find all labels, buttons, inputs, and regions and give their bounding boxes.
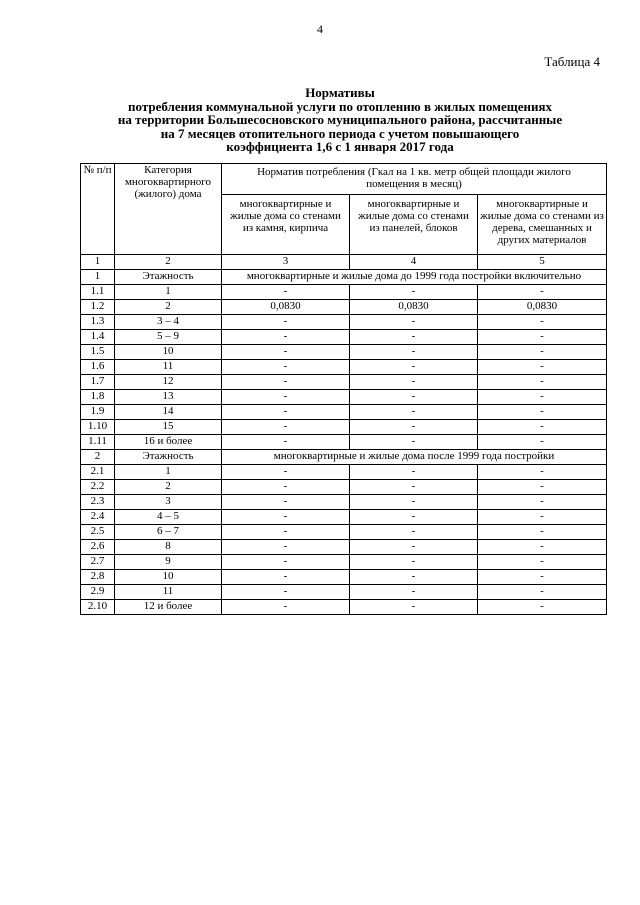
row-value-col3: - bbox=[222, 510, 350, 525]
section-num: 1 bbox=[81, 270, 115, 285]
row-value-col5: - bbox=[478, 495, 607, 510]
header-col5: многоквартирные и жилые дома со стенами из дерева, смешанных и других материалов bbox=[478, 195, 607, 255]
row-num: 2.10 bbox=[81, 600, 115, 615]
table-row bbox=[81, 525, 607, 540]
table-row bbox=[81, 300, 607, 315]
table-row bbox=[81, 345, 607, 360]
section-title: многоквартирные и жилые дома до 1999 года постройки включительно bbox=[222, 270, 607, 285]
row-num: 1.10 bbox=[81, 420, 115, 435]
table-row bbox=[81, 405, 607, 420]
table-row bbox=[81, 330, 607, 345]
row-value-col3: - bbox=[222, 375, 350, 390]
row-value-col5: - bbox=[478, 570, 607, 585]
row-category: 15 bbox=[115, 420, 222, 435]
table-row bbox=[81, 480, 607, 495]
row-value-col5: - bbox=[478, 435, 607, 450]
row-value-col3: - bbox=[222, 330, 350, 345]
row-num: 2.8 bbox=[81, 570, 115, 585]
row-category: 9 bbox=[115, 555, 222, 570]
row-num: 2.5 bbox=[81, 525, 115, 540]
row-num: 1.6 bbox=[81, 360, 115, 375]
row-value-col3: 0,0830 bbox=[222, 300, 350, 315]
row-category: 14 bbox=[115, 405, 222, 420]
table-row bbox=[81, 570, 607, 585]
table-row bbox=[81, 285, 607, 300]
row-num: 1.9 bbox=[81, 405, 115, 420]
row-num: 1.5 bbox=[81, 345, 115, 360]
row-category: 2 bbox=[115, 480, 222, 495]
title-line-3: на территории Большесосновского муниципального района, рассчитанные bbox=[117, 112, 563, 127]
section-category: Этажность bbox=[115, 450, 222, 465]
row-value-col3: - bbox=[222, 525, 350, 540]
section-row bbox=[81, 270, 607, 285]
row-value-col3: - bbox=[222, 315, 350, 330]
col-number: 4 bbox=[350, 255, 478, 270]
row-num: 1.4 bbox=[81, 330, 115, 345]
col-number: 2 bbox=[115, 255, 222, 270]
row-value-col5: - bbox=[478, 405, 607, 420]
row-category: 3 bbox=[115, 495, 222, 510]
row-num: 2.3 bbox=[81, 495, 115, 510]
row-num: 2.1 bbox=[81, 465, 115, 480]
row-num: 2.4 bbox=[81, 510, 115, 525]
row-category: 16 и более bbox=[115, 435, 222, 450]
header-category: Категория многоквартирного (жилого) дома bbox=[115, 164, 222, 255]
row-value-col3: - bbox=[222, 360, 350, 375]
row-value-col3: - bbox=[222, 480, 350, 495]
section-category: Этажность bbox=[115, 270, 222, 285]
row-value-col4: - bbox=[350, 480, 478, 495]
row-value-col5: - bbox=[478, 480, 607, 495]
row-value-col5: - bbox=[478, 525, 607, 540]
row-value-col4: - bbox=[350, 495, 478, 510]
row-value-col4: - bbox=[350, 375, 478, 390]
row-category: 10 bbox=[115, 570, 222, 585]
row-value-col5: - bbox=[478, 555, 607, 570]
title-line-2: потребления коммунальной услуги по отоплению в жилых помещениях bbox=[128, 98, 552, 114]
row-value-col3: - bbox=[222, 600, 350, 615]
row-value-col4: - bbox=[350, 570, 478, 585]
header-col3: многоквартирные и жилые дома со стенами из камня, кирпича bbox=[222, 195, 350, 255]
row-value-col5: - bbox=[478, 360, 607, 375]
row-value-col3: - bbox=[222, 585, 350, 600]
table-row bbox=[81, 360, 607, 375]
norms-table bbox=[80, 163, 607, 615]
row-category: 4 – 5 bbox=[115, 510, 222, 525]
row-num: 1.8 bbox=[81, 390, 115, 405]
row-category: 12 и более bbox=[115, 600, 222, 615]
col-number: 1 bbox=[81, 255, 115, 270]
row-num: 2.2 bbox=[81, 480, 115, 495]
row-value-col4: - bbox=[350, 585, 478, 600]
row-value-col5: - bbox=[478, 510, 607, 525]
row-value-col5: - bbox=[478, 345, 607, 360]
table-row bbox=[81, 420, 607, 435]
section-title: многоквартирные и жилые дома после 1999 года постройки bbox=[222, 450, 607, 465]
title-line-4: на 7 месяцев отопительного периода с учетом повышающего bbox=[160, 125, 520, 141]
row-value-col3: - bbox=[222, 345, 350, 360]
table-row bbox=[81, 585, 607, 600]
row-category: 13 bbox=[115, 390, 222, 405]
row-value-col5: - bbox=[478, 585, 607, 600]
row-category: 2 bbox=[115, 300, 222, 315]
header-norm: Норматив потребления (Гкал на 1 кв. метр общей площади жилого помещения в месяц) bbox=[222, 164, 607, 195]
row-num: 1.11 bbox=[81, 435, 115, 450]
row-value-col5: - bbox=[478, 390, 607, 405]
row-value-col4: - bbox=[350, 360, 478, 375]
row-value-col4: - bbox=[350, 510, 478, 525]
row-num: 1.2 bbox=[81, 300, 115, 315]
row-category: 1 bbox=[115, 465, 222, 480]
row-value-col3: - bbox=[222, 405, 350, 420]
row-value-col5: - bbox=[478, 465, 607, 480]
row-value-col5: - bbox=[478, 285, 607, 300]
row-value-col4: - bbox=[350, 420, 478, 435]
section-row bbox=[81, 450, 607, 465]
table-row bbox=[81, 315, 607, 330]
row-value-col3: - bbox=[222, 495, 350, 510]
row-value-col4: - bbox=[350, 330, 478, 345]
row-value-col4: - bbox=[350, 405, 478, 420]
table-label: Таблица 4 bbox=[544, 54, 600, 69]
row-value-col3: - bbox=[222, 285, 350, 300]
row-value-col3: - bbox=[222, 555, 350, 570]
table-row bbox=[81, 555, 607, 570]
section-num: 2 bbox=[81, 450, 115, 465]
row-value-col5: - bbox=[478, 420, 607, 435]
row-value-col5: - bbox=[478, 315, 607, 330]
row-value-col4: - bbox=[350, 345, 478, 360]
table-row bbox=[81, 540, 607, 555]
title-line-1: Нормативы bbox=[305, 85, 375, 100]
row-num: 2.6 bbox=[81, 540, 115, 555]
row-value-col4: - bbox=[350, 390, 478, 405]
header-col4: многоквартирные и жилые дома со стенами из панелей, блоков bbox=[350, 195, 478, 255]
row-value-col4: - bbox=[350, 465, 478, 480]
row-category: 6 – 7 bbox=[115, 525, 222, 540]
row-value-col3: - bbox=[222, 570, 350, 585]
row-num: 1.7 bbox=[81, 375, 115, 390]
row-category: 8 bbox=[115, 540, 222, 555]
table-row bbox=[81, 465, 607, 480]
row-category: 1 bbox=[115, 285, 222, 300]
header-num: № п/п bbox=[81, 164, 115, 255]
row-value-col5: - bbox=[478, 330, 607, 345]
column-numbers-row bbox=[81, 255, 607, 270]
row-category: 12 bbox=[115, 375, 222, 390]
row-value-col4: - bbox=[350, 285, 478, 300]
row-value-col3: - bbox=[222, 465, 350, 480]
row-value-col4: - bbox=[350, 600, 478, 615]
row-num: 1.1 bbox=[81, 285, 115, 300]
page-number: 4 bbox=[317, 22, 323, 36]
row-value-col5: 0,0830 bbox=[478, 300, 607, 315]
row-num: 1.3 bbox=[81, 315, 115, 330]
row-value-col4: - bbox=[350, 525, 478, 540]
title-line-5: коэффициента 1,6 с 1 января 2017 года bbox=[226, 139, 454, 154]
row-num: 2.7 bbox=[81, 555, 115, 570]
row-num: 2.9 bbox=[81, 585, 115, 600]
row-value-col3: - bbox=[222, 390, 350, 405]
row-value-col5: - bbox=[478, 540, 607, 555]
row-category: 11 bbox=[115, 360, 222, 375]
table-row bbox=[81, 495, 607, 510]
row-value-col4: - bbox=[350, 540, 478, 555]
row-value-col4: 0,0830 bbox=[350, 300, 478, 315]
table-row bbox=[81, 510, 607, 525]
row-category: 11 bbox=[115, 585, 222, 600]
table-row bbox=[81, 435, 607, 450]
row-value-col3: - bbox=[222, 420, 350, 435]
table-row bbox=[81, 375, 607, 390]
row-category: 10 bbox=[115, 345, 222, 360]
col-number: 5 bbox=[478, 255, 607, 270]
row-value-col3: - bbox=[222, 435, 350, 450]
table-row bbox=[81, 390, 607, 405]
row-value-col5: - bbox=[478, 600, 607, 615]
row-value-col4: - bbox=[350, 435, 478, 450]
document-title bbox=[70, 86, 610, 154]
row-value-col4: - bbox=[350, 315, 478, 330]
table-row bbox=[81, 600, 607, 615]
col-number: 3 bbox=[222, 255, 350, 270]
row-value-col4: - bbox=[350, 555, 478, 570]
row-category: 3 – 4 bbox=[115, 315, 222, 330]
row-category: 5 – 9 bbox=[115, 330, 222, 345]
row-value-col3: - bbox=[222, 540, 350, 555]
row-value-col5: - bbox=[478, 375, 607, 390]
